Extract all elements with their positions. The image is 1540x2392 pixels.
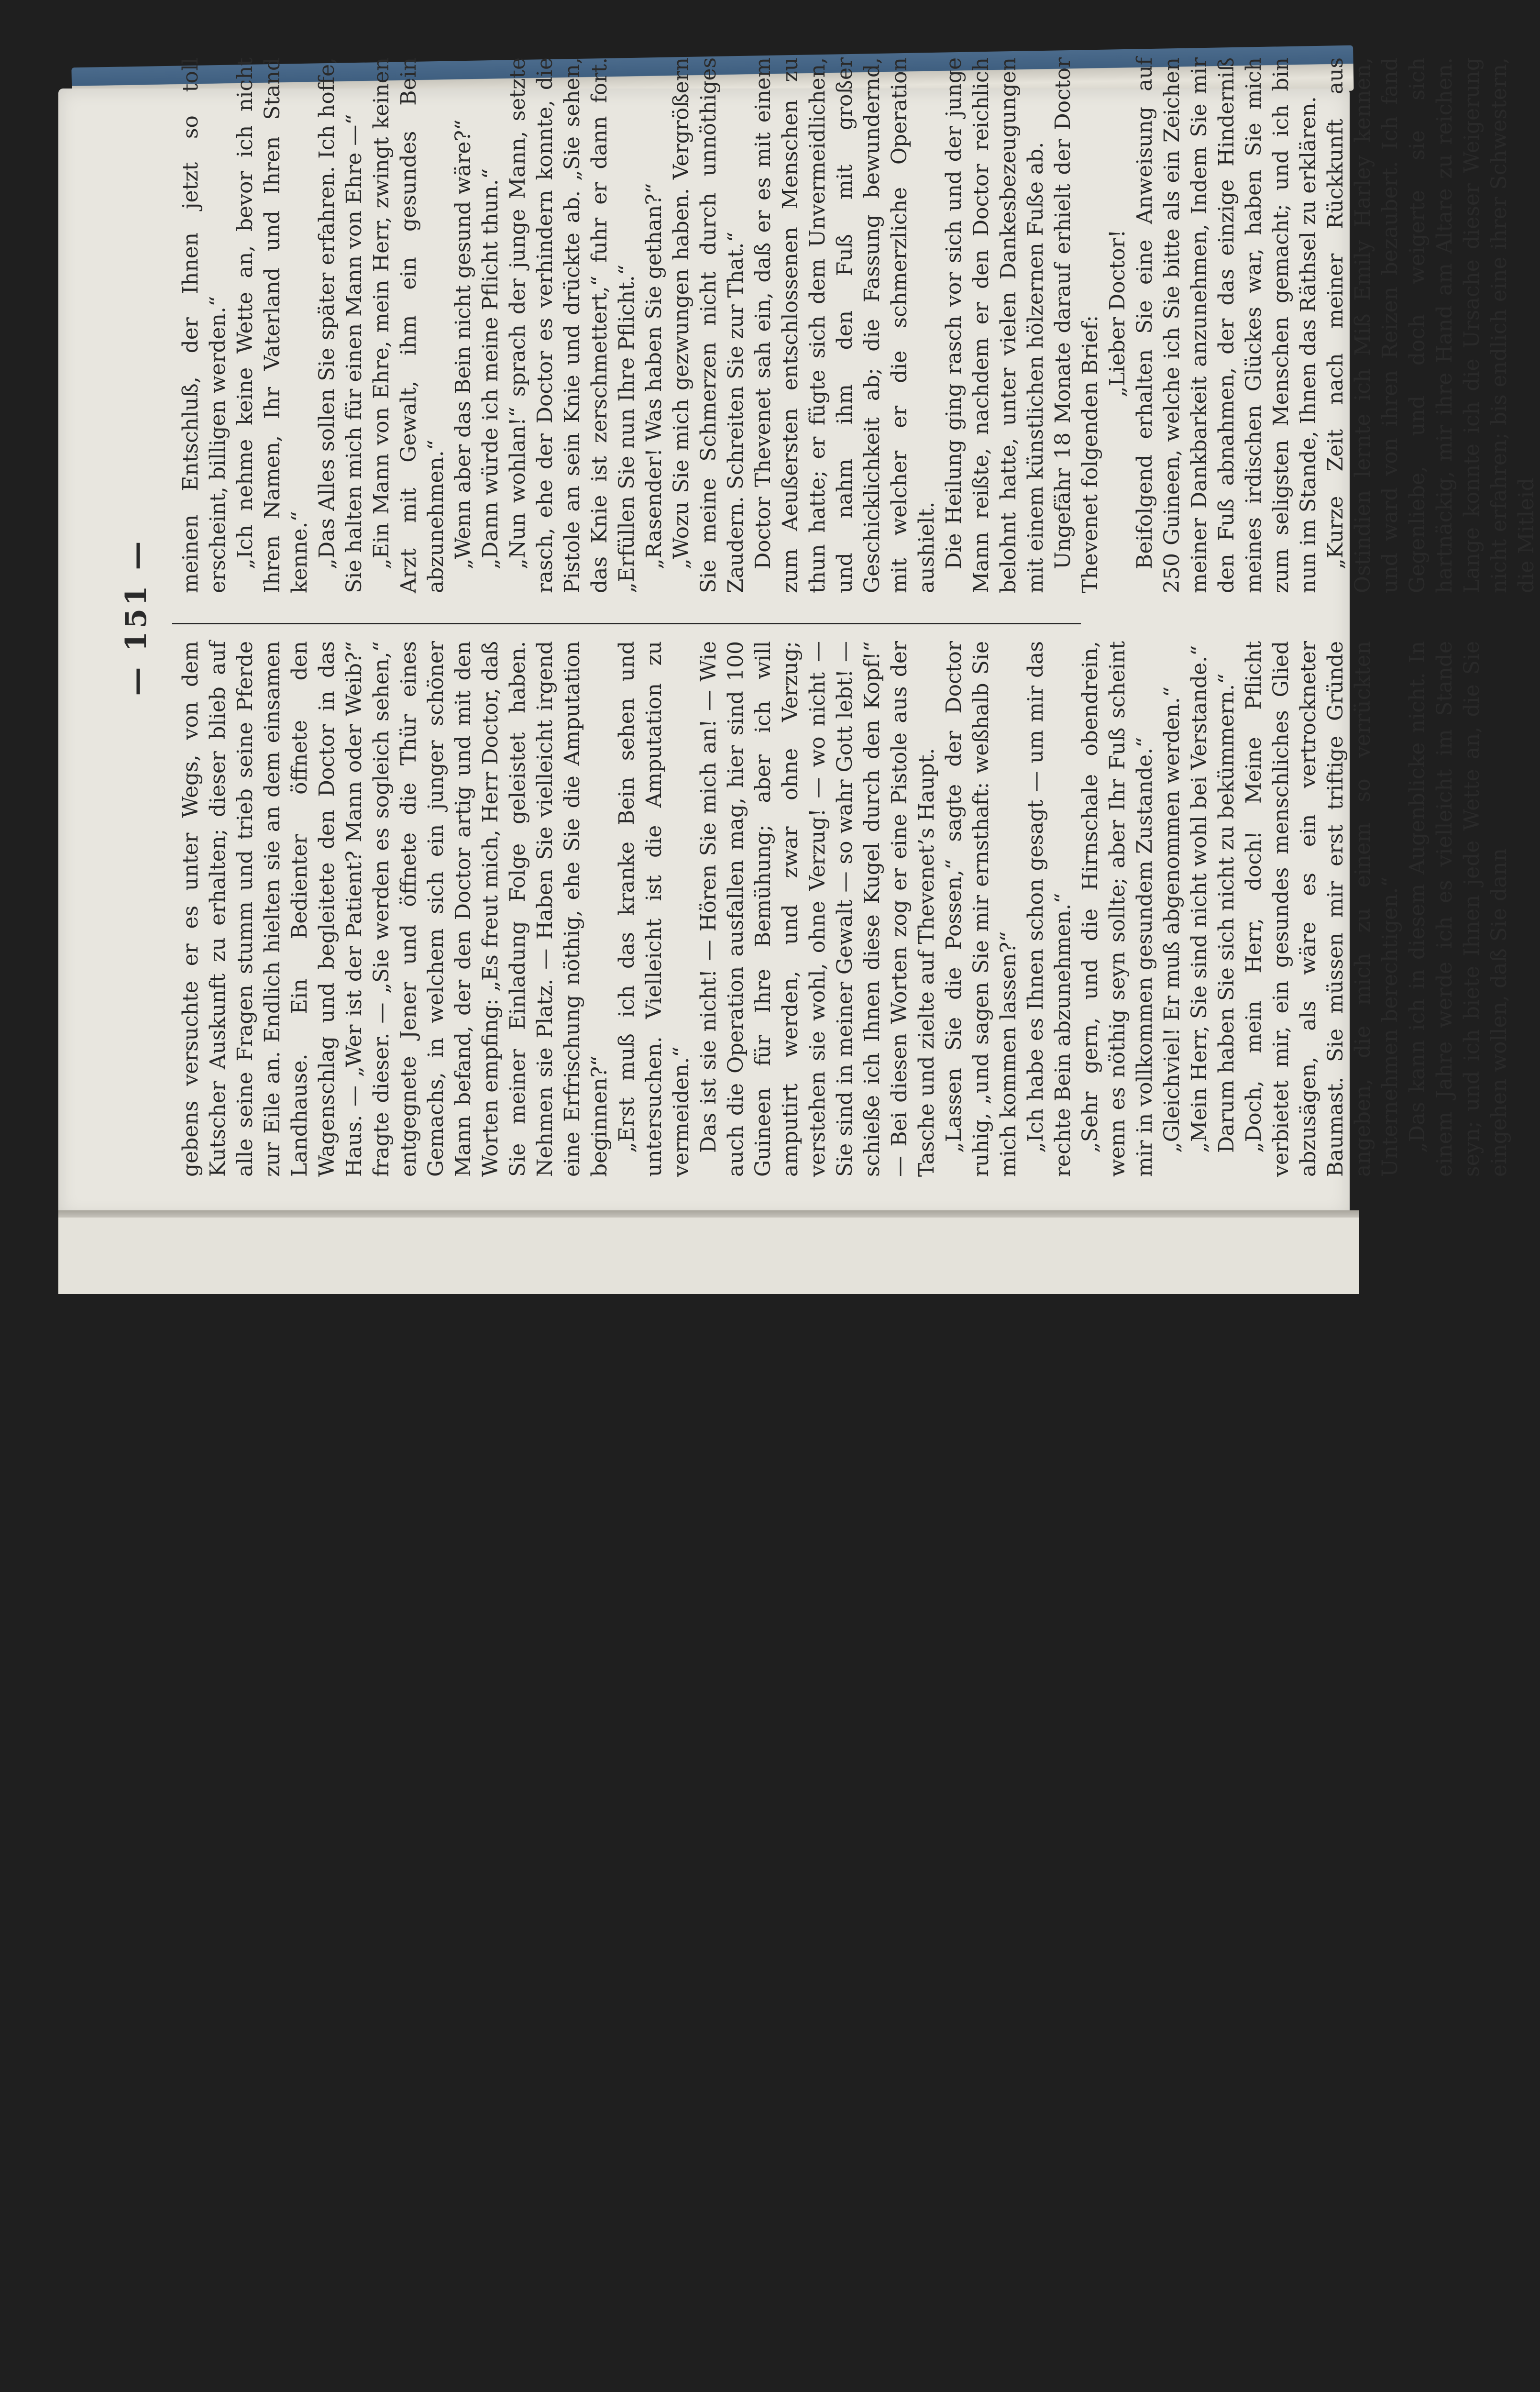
- paragraph: Doctor Thevenet sah ein, daß er es mit einem zum Aeußersten entschlossenen Menschen zu thun hatte; er fügte sich dem Unvermeidlichen, und nahm ihm den Fuß mit großer Geschicklichkeit ab; die Fassung bewundernd, mit welcher er die schmerzliche Operation aushielt.: [751, 57, 939, 593]
- paragraph: Die Heilung ging rasch vor sich und der junge Mann reißte, nachdem er den Doctor reichlich belohnt hatte, unter vielen Dankesbezeugungen mit einem künstlichen hölzernen Fuße ab.: [942, 57, 1048, 593]
- paragraph: „Das Alles sollen Sie später erfahren. Ich hoffe, Sie halten mich für einen Mann von Ehre —“: [315, 57, 366, 593]
- paragraph: „Rasender! Was haben Sie gethan?“: [642, 183, 666, 569]
- paragraph: Ungefähr 18 Monate darauf erhielt der Doctor Thevenet folgenden Brief:: [1051, 57, 1102, 593]
- right-column: [177, 57, 1539, 593]
- paragraph: „Wozu Sie mich gezwungen haben. Vergrößern Sie meine Schmerzen nicht durch unnöthiges Zaudern. Schreiten Sie zur That.“: [669, 57, 748, 593]
- neighbor-page: [58, 1218, 1359, 1294]
- paragraph: „Ich nehme keine Wette an, bevor ich nicht Ihren Namen, Ihr Vaterland und Ihren Stand kenne.“: [233, 57, 312, 593]
- paragraph: Beifolgend erhalten Sie eine Anweisung auf 250 Guineen, welche ich Sie bitte als ein Zeichen meiner Dankbarkeit anzunehmen, Indem Sie mir den Fuß abnahmen, der das einzige Hinderniß meines irdischen Glückes war, haben Sie mich zum seligsten Menschen gemacht; und ich bin nun im Stande, Ihnen das Räthsel zu erklären.: [1133, 57, 1320, 593]
- paragraph: „Ich habe es Ihnen schon gesagt — um mir das rechte Bein abzunehmen.“: [1023, 641, 1075, 1177]
- paragraph: „Lieber Doctor!: [1105, 229, 1130, 398]
- paragraph: „Ein Mann von Ehre, mein Herr, zwingt keinen Arzt mit Gewalt, ihm ein gesundes Bein abzunehmen.“: [369, 57, 448, 593]
- paragraph: „Mein Herr, Sie sind nicht wohl bei Verstande.“: [1187, 645, 1211, 1153]
- paragraph: „Doch, mein Herr, doch! Meine Pflicht verbietet mir, ein gesundes menschliches Glied abzusägen, als wäre es ein vertrockneter Baumast. Sie müssen mir erst triftige Gründe angeben, die mich zu einem so verrückten Unternehmen berechtigen.“: [1242, 641, 1402, 1177]
- paragraph: „Dann würde ich meine Pflicht thun.“: [478, 168, 503, 569]
- paragraph: „Das kann ich in diesem Augenblicke nicht. In einem Jahre werde ich es vielleicht im Stande seyn; und ich biete Ihnen jede Wette an, die Sie eingehen wollen, daß Sie dann: [1405, 641, 1511, 1177]
- paragraph: „Kurze Zeit nach meiner Rückkunft aus Ostindien lernte ich Miß Emily Harley kennen, und ward von ihren Reizen bezaubert. Ich fand Gegenliebe, und doch weigerte sie sich hartnäckig, mir ihre Hand am Altare zu reichen. Lange konnte ich die Ursache dieser Weigerung nicht erfahren; bis endlich eine ihrer Schwestern, die Mitleid: [1323, 57, 1539, 593]
- paragraph: „Wenn aber das Bein nicht gesund wäre?“: [451, 119, 475, 569]
- rotated-page-content: [120, 48, 1539, 1186]
- paragraph: meinen Entschluß, der Ihnen jetzt so toll erscheint, billigen werden.“: [178, 57, 230, 593]
- paragraph: „Gleichviel! Er muß abgenommen werden.“: [1160, 686, 1184, 1153]
- paragraph: Darum haben Sie sich nicht zu bekümmern.“: [1214, 673, 1239, 1153]
- paragraph: „Sehr gern, und die Hirnschale obendrein, wenn es nöthig seyn sollte; aber Ihr Fuß scheint mir in vollkommen gesundem Zustande.“: [1078, 641, 1157, 1177]
- paragraph: gebens versuchte er es unter Wegs, von dem Kutscher Auskunft zu erhalten; dieser blieb auf alle seine Fragen stumm und trieb seine Pferde zur Eile an. Endlich hielten sie an dem einsamen Landhause. Ein Bedienter öffnete den Wagenschlag und begleitete den Doctor in das Haus. — „Wer ist der Patient? Mann oder Weib?“ fragte dieser. — „Sie werden es sogleich sehen,“ entgegnete Jener und öffnete die Thür eines Gemachs, in welchem sich ein junger schöner Mann befand, der den Doctor artig und mit den Worten empfing: „Es freut mich, Herr Doctor, daß Sie meiner Einladung Folge geleistet haben. Nehmen sie Platz. — Haben Sie vielleicht irgend eine Erfrischung nöthig, ehe Sie die Amputation beginnen?“: [178, 641, 612, 1177]
- left-column: [177, 641, 1511, 1177]
- paragraph: „Lassen Sie die Possen,“ sagte der Doctor ruhig, „und sagen Sie mir ernsthaft: weßhalb Sie mich kommen lassen?“: [942, 641, 1021, 1177]
- column-divider: [172, 623, 1081, 624]
- paragraph: „Erst muß ich das kranke Bein sehen und untersuchen. Vielleicht ist die Amputation zu vermeiden.“: [615, 641, 693, 1177]
- paragraph: Das ist sie nicht! — Hören Sie mich an! — Wie auch die Operation ausfallen mag, hier sind 100 Guineen für Ihre Bemühung; aber ich will amputirt werden, und zwar ohne Verzug; verstehen sie wohl, ohne Verzug! — wo nicht — Sie sind in meiner Gewalt — so wahr Gott lebt! — schieße ich Ihnen diese Kugel durch den Kopf!“ — Bei diesen Worten zog er eine Pistole aus der Tasche und zielte auf Thevenet’s Haupt.: [696, 641, 939, 1177]
- page-number: — 151 —: [120, 538, 153, 696]
- paragraph: „Nun wohlan!“ sprach der junge Mann, setzte rasch, ehe der Doctor es verhindern konnte, die Pistole an sein Knie und drückte ab. „Sie sehen, das Knie ist zerschmettert,“ fuhr er dann fort. „Erfüllen Sie nun Ihre Pflicht.“: [506, 57, 639, 593]
